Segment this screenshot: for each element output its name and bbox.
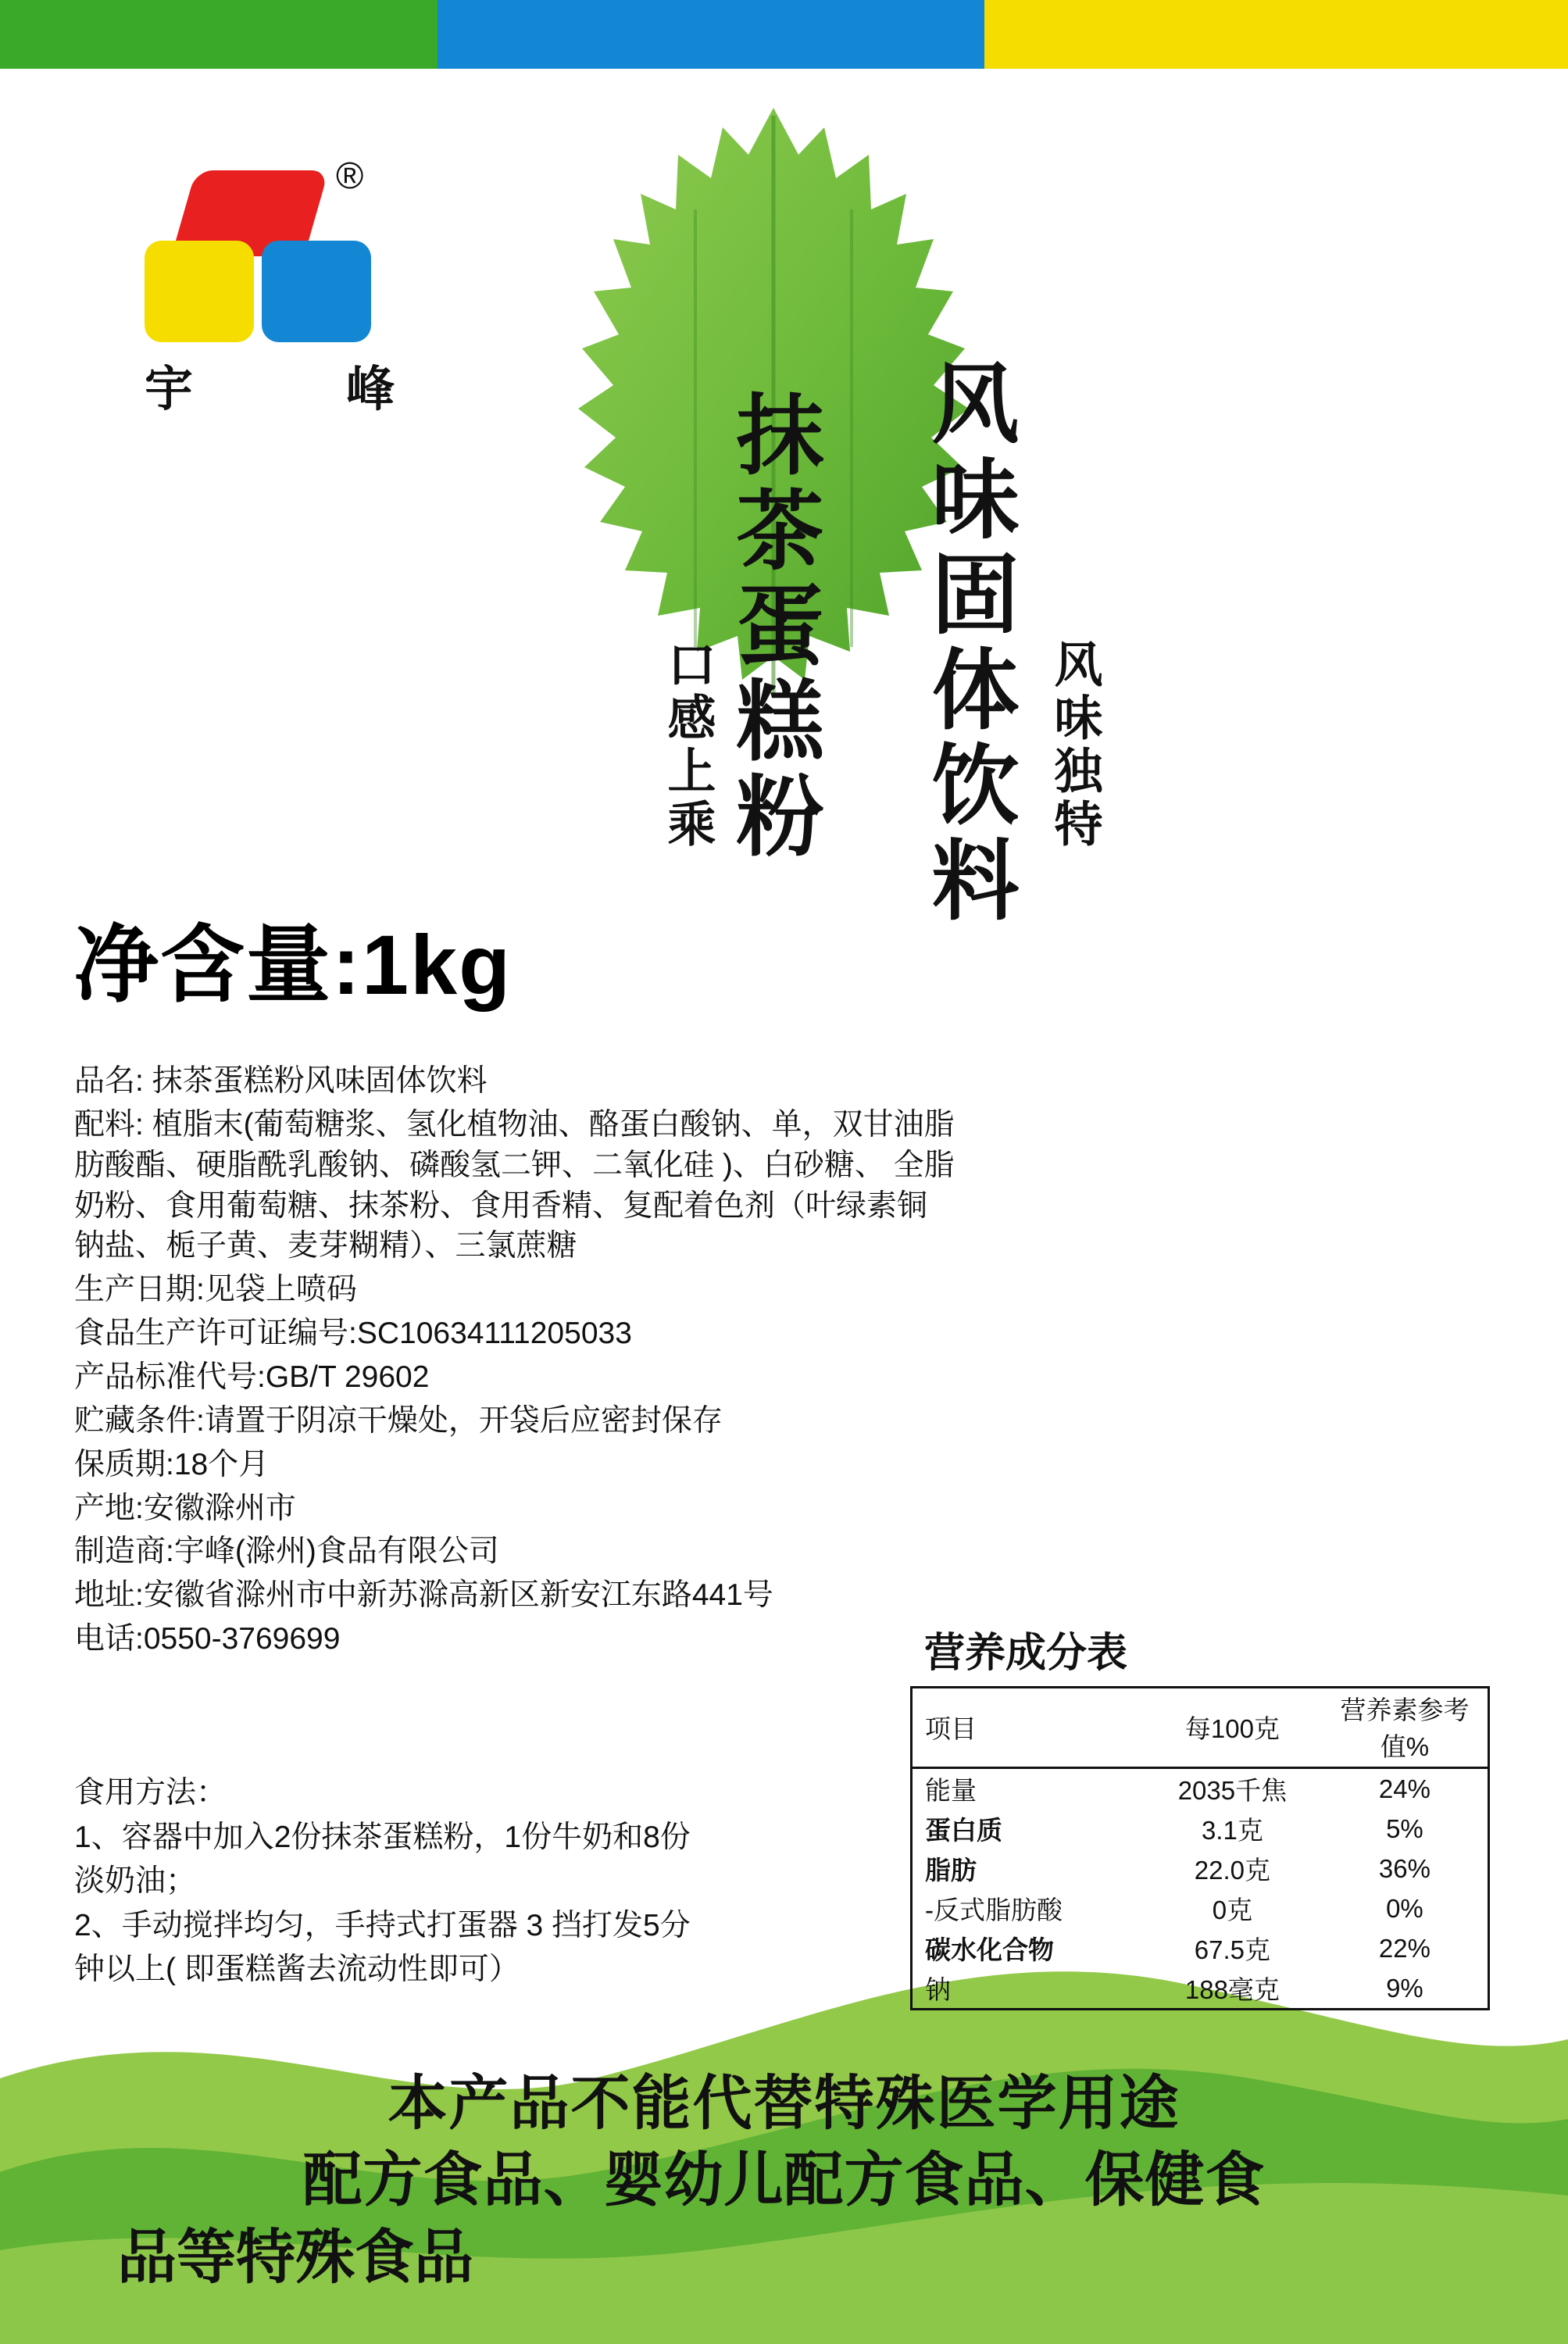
table-row (912, 1888, 1489, 1928)
nutrition-nrv: 24% (1378, 1774, 1430, 1803)
slogan-right: 风味独特 (1047, 639, 1101, 852)
info-manufacturer: 制造商:宇峰(滁州)食品有限公司 (74, 1535, 499, 1569)
leaf-title-block (516, 100, 1101, 1006)
nutrition-header-row (912, 1688, 1489, 1768)
usage-step-1-cont: 淡奶油； (74, 1864, 197, 1899)
regulatory-statement (0, 2066, 1568, 2297)
nutrition-value: 2035千焦 (1177, 1776, 1288, 1805)
nutrition-header-nrv: 营养素参考值% (1340, 1695, 1470, 1761)
nutrition-nrv: 9% (1386, 1973, 1423, 2003)
info-origin: 产地:安徽滁州市 (74, 1491, 296, 1525)
brand-logo (137, 155, 395, 420)
info-address: 地址:安徽省滁州市中新苏滁高新区新安江东路441号 (74, 1578, 773, 1613)
nutrition-item: -反式脂肪酸 (925, 1896, 1063, 1924)
cube-face-yellow (145, 241, 254, 342)
info-storage-conditions: 贮藏条件:请置于阴凉干燥处，开袋后应密封保存 (74, 1403, 723, 1438)
nutrition-item: 碳水化合物 (925, 1935, 1054, 1964)
nutrition-nrv: 36% (1378, 1853, 1430, 1883)
slogan-left: 口感上乘 (660, 639, 714, 852)
info-shelf-life: 保质期:18个月 (74, 1447, 270, 1481)
nutrition-item: 钠 (925, 1975, 951, 2004)
net-weight-label: 净含量:1kg (74, 917, 513, 1012)
product-info-block (74, 1061, 973, 1663)
nutrition-value: 22.0克 (1194, 1856, 1271, 1885)
table-row (912, 1849, 1489, 1888)
table-row (912, 1768, 1489, 1810)
table-row (912, 1809, 1489, 1849)
nutrition-nrv: 5% (1386, 1813, 1423, 1843)
top-color-bar (0, 0, 1568, 70)
info-product-name: 品名: 抹茶蛋糕粉风味固体饮料 (74, 1064, 488, 1098)
nutrition-title: 营养成分表 (924, 1631, 1128, 1676)
usage-heading: 食用方法： (74, 1776, 227, 1810)
nutrition-header-per100: 每100克 (1184, 1713, 1280, 1743)
color-segment-blue (438, 0, 984, 70)
usage-step-2-cont: 钟以上( 即蛋糕酱去流动性即可） (74, 1953, 520, 1987)
nutrition-nrv: 0% (1386, 1893, 1423, 1923)
usage-step-2: 2、手动搅拌均匀，手持式打蛋器 3 挡打发5分 (74, 1908, 691, 1942)
usage-instructions-block (74, 1772, 871, 1993)
nutrition-value: 67.5克 (1194, 1935, 1271, 1964)
registered-trademark-icon: ® (336, 155, 364, 197)
product-title-column-1: 风味固体饮料 (920, 358, 1017, 930)
brand-name-char-1: 宇 (145, 363, 194, 416)
statement-line-1: 本产品不能代替特殊医学用途 (388, 2070, 1180, 2137)
brand-name-char-2: 峰 (345, 363, 395, 416)
table-row (912, 1968, 1489, 2010)
info-license-number: 食品生产许可证编号:SC10634111205033 (74, 1317, 632, 1351)
info-standard-code: 产品标准代号:GB/T 29602 (74, 1360, 430, 1395)
product-title-column-2: 抹茶蛋糕粉 (724, 389, 822, 866)
info-production-date: 生产日期:见袋上喷码 (74, 1273, 357, 1307)
info-phone: 电话:0550-3769699 (74, 1622, 341, 1656)
usage-step-1: 1、容器中加入2份抹茶蛋糕粉，1份牛奶和8份 (74, 1820, 691, 1854)
nutrition-value: 3.1克 (1201, 1816, 1263, 1845)
package-front (0, 69, 1568, 2344)
leaf-graphic (516, 100, 1101, 1006)
brand-name-chinese (145, 350, 395, 420)
nutrition-item: 脂肪 (925, 1856, 977, 1885)
cube-face-blue (262, 241, 371, 342)
table-row (912, 1928, 1489, 1968)
nutrition-nrv: 22% (1378, 1933, 1430, 1963)
color-segment-yellow (984, 0, 1568, 70)
color-segment-green (0, 0, 438, 70)
nutrition-item: 能量 (925, 1776, 977, 1805)
statement-line-2: 配方食品、婴幼儿配方食品、保健食 (302, 2147, 1266, 2214)
nutrition-header-item: 项目 (925, 1713, 977, 1743)
nutrition-facts (910, 1620, 1504, 2010)
info-ingredients: 配料: 植脂末(葡萄糖浆、氢化植物油、酪蛋白酸钠、单，双甘油脂肪酸酯、硬脂酰乳酸钠、磷酸氢二钾、二氧化硅 )、白砂糖、 全脂奶粉、食用葡萄糖、抹茶粉、食用香精、复配着色剂（叶绿素铜钠盐、栀子黄、麦芽糊精）、三氯蔗糖 (74, 1107, 955, 1263)
nutrition-value: 188毫克 (1184, 1975, 1280, 2004)
nutrition-table (910, 1686, 1490, 2010)
nutrition-value: 0克 (1212, 1896, 1253, 1924)
nutrition-item: 蛋白质 (925, 1816, 1002, 1845)
statement-line-3: 品等特殊食品 (117, 2224, 473, 2292)
